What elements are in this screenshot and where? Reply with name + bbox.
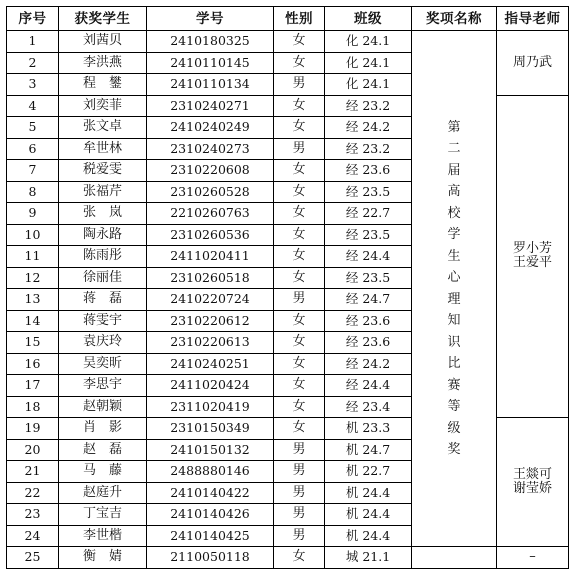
student-name: 丁宝吉 — [59, 504, 147, 526]
student-id: 2411020424 — [147, 375, 274, 397]
student-gender: 男 — [274, 74, 325, 96]
table-row — [7, 547, 569, 569]
student-name: 陶永路 — [59, 224, 147, 246]
teacher-group — [497, 547, 569, 569]
student-gender: 男 — [274, 289, 325, 311]
student-class: 经 24.2 — [325, 353, 412, 375]
student-name: 张文卓 — [59, 117, 147, 139]
teacher-group — [497, 95, 569, 418]
student-name: 肖 影 — [59, 418, 147, 440]
student-id: 2410140425 — [147, 525, 274, 547]
student-name: 袁庆玲 — [59, 332, 147, 354]
award-name-empty — [412, 547, 497, 569]
student-gender: 女 — [274, 396, 325, 418]
student-class: 机 24.4 — [325, 482, 412, 504]
student-class: 经 22.7 — [325, 203, 412, 225]
student-gender: 女 — [274, 95, 325, 117]
student-class: 经 23.4 — [325, 396, 412, 418]
row-number: 14 — [7, 310, 59, 332]
header-row — [7, 7, 569, 31]
student-class: 经 23.5 — [325, 267, 412, 289]
student-name: 蒋雯宇 — [59, 310, 147, 332]
student-name: 吴奕昕 — [59, 353, 147, 375]
row-number: 1 — [7, 31, 59, 53]
student-gender: 男 — [274, 482, 325, 504]
student-class: 经 24.2 — [325, 117, 412, 139]
student-class: 经 23.6 — [325, 160, 412, 182]
student-name: 张福芹 — [59, 181, 147, 203]
table-body — [7, 31, 569, 569]
teacher-group — [497, 418, 569, 547]
student-class: 机 24.7 — [325, 439, 412, 461]
student-id: 2410240249 — [147, 117, 274, 139]
student-id: 2310150349 — [147, 418, 274, 440]
row-number: 15 — [7, 332, 59, 354]
student-gender: 女 — [274, 160, 325, 182]
student-id: 2410150132 — [147, 439, 274, 461]
row-number: 7 — [7, 160, 59, 182]
student-id: 2310260518 — [147, 267, 274, 289]
row-number: 19 — [7, 418, 59, 440]
row-number: 20 — [7, 439, 59, 461]
row-number: 16 — [7, 353, 59, 375]
student-gender: 女 — [274, 117, 325, 139]
student-class: 化 24.1 — [325, 31, 412, 53]
row-number: 25 — [7, 547, 59, 569]
teacher-name: 王燚可 — [512, 467, 552, 482]
row-number: 13 — [7, 289, 59, 311]
row-number: 10 — [7, 224, 59, 246]
student-class: 机 24.4 — [325, 504, 412, 526]
student-name: 税爱雯 — [59, 160, 147, 182]
student-name: 赵 磊 — [59, 439, 147, 461]
student-class: 经 24.7 — [325, 289, 412, 311]
header-teacher: 指导老师 — [497, 7, 569, 31]
student-gender: 男 — [274, 439, 325, 461]
student-class: 城 21.1 — [325, 547, 412, 569]
student-name: 程 鐢 — [59, 74, 147, 96]
student-gender: 女 — [274, 267, 325, 289]
student-class: 化 24.1 — [325, 52, 412, 74]
student-name: 赵朝颖 — [59, 396, 147, 418]
student-name: 赵庭升 — [59, 482, 147, 504]
teacher-name: – — [529, 549, 536, 565]
award-name: 第二届高校学生心理知识比赛等级奖 — [447, 119, 461, 457]
header-student: 获奖学生 — [59, 7, 147, 31]
student-name: 蒋 磊 — [59, 289, 147, 311]
student-name: 李世楷 — [59, 525, 147, 547]
row-number: 3 — [7, 74, 59, 96]
student-id: 2488880146 — [147, 461, 274, 483]
student-gender: 男 — [274, 504, 325, 526]
row-number: 11 — [7, 246, 59, 268]
student-class: 经 23.5 — [325, 224, 412, 246]
student-class: 机 23.3 — [325, 418, 412, 440]
row-number: 18 — [7, 396, 59, 418]
student-gender: 女 — [274, 246, 325, 268]
student-gender: 女 — [274, 52, 325, 74]
student-gender: 女 — [274, 547, 325, 569]
student-id: 2410140422 — [147, 482, 274, 504]
student-name: 刘茜贝 — [59, 31, 147, 53]
teacher-group — [497, 31, 569, 96]
student-class: 化 24.1 — [325, 74, 412, 96]
student-gender: 女 — [274, 203, 325, 225]
student-id: 2310240271 — [147, 95, 274, 117]
row-number: 9 — [7, 203, 59, 225]
student-gender: 男 — [274, 461, 325, 483]
student-gender: 男 — [274, 138, 325, 160]
student-class: 经 24.4 — [325, 375, 412, 397]
teacher-name: 王爱平 — [512, 255, 552, 271]
student-name: 牟世林 — [59, 138, 147, 160]
row-number: 5 — [7, 117, 59, 139]
student-id: 2310220612 — [147, 310, 274, 332]
student-gender: 女 — [274, 310, 325, 332]
header-no: 序号 — [7, 7, 59, 31]
student-id: 2410240251 — [147, 353, 274, 375]
award-table — [6, 6, 569, 569]
row-number: 24 — [7, 525, 59, 547]
student-name: 马 藤 — [59, 461, 147, 483]
student-gender: 女 — [274, 224, 325, 246]
student-id: 2310220613 — [147, 332, 274, 354]
teacher-name: 罗小芳 — [512, 241, 552, 257]
row-number: 8 — [7, 181, 59, 203]
student-name: 李思宇 — [59, 375, 147, 397]
student-name: 李洪燕 — [59, 52, 147, 74]
student-gender: 女 — [274, 332, 325, 354]
student-gender: 女 — [274, 353, 325, 375]
student-name: 徐丽佳 — [59, 267, 147, 289]
student-id: 2310260536 — [147, 224, 274, 246]
student-class: 机 24.4 — [325, 525, 412, 547]
student-name: 刘奕菲 — [59, 95, 147, 117]
teacher-name: 周乃武 — [512, 54, 552, 70]
student-gender: 男 — [274, 525, 325, 547]
student-id: 2310220608 — [147, 160, 274, 182]
student-name: 张 岚 — [59, 203, 147, 225]
row-number: 4 — [7, 95, 59, 117]
student-class: 经 24.4 — [325, 246, 412, 268]
student-gender: 女 — [274, 375, 325, 397]
award-name-cell — [412, 31, 497, 547]
student-id: 2411020411 — [147, 246, 274, 268]
student-name: 陈雨彤 — [59, 246, 147, 268]
row-number: 6 — [7, 138, 59, 160]
student-class: 经 23.6 — [325, 310, 412, 332]
student-class: 经 23.2 — [325, 95, 412, 117]
header-gender: 性别 — [274, 7, 325, 31]
student-class: 经 23.6 — [325, 332, 412, 354]
student-gender: 女 — [274, 418, 325, 440]
student-id: 2310260528 — [147, 181, 274, 203]
header-class: 班级 — [325, 7, 412, 31]
student-class: 机 22.7 — [325, 461, 412, 483]
student-id: 2410110145 — [147, 52, 274, 74]
student-gender: 女 — [274, 31, 325, 53]
row-number: 22 — [7, 482, 59, 504]
student-id: 2210260763 — [147, 203, 274, 225]
student-id: 2311020419 — [147, 396, 274, 418]
student-gender: 女 — [274, 181, 325, 203]
header-student-id: 学号 — [147, 7, 274, 31]
student-id: 2110050118 — [147, 547, 274, 569]
student-id: 2410140426 — [147, 504, 274, 526]
student-id: 2310240273 — [147, 138, 274, 160]
row-number: 12 — [7, 267, 59, 289]
student-class: 经 23.2 — [325, 138, 412, 160]
teacher-name: 谢莹娇 — [512, 481, 552, 496]
row-number: 21 — [7, 461, 59, 483]
row-number: 17 — [7, 375, 59, 397]
student-id: 2410220724 — [147, 289, 274, 311]
student-name: 衡 婧 — [59, 547, 147, 569]
row-number: 23 — [7, 504, 59, 526]
header-award: 奖项名称 — [412, 7, 497, 31]
student-id: 2410180325 — [147, 31, 274, 53]
table-row — [7, 31, 569, 53]
row-number: 2 — [7, 52, 59, 74]
student-class: 经 23.5 — [325, 181, 412, 203]
student-id: 2410110134 — [147, 74, 274, 96]
